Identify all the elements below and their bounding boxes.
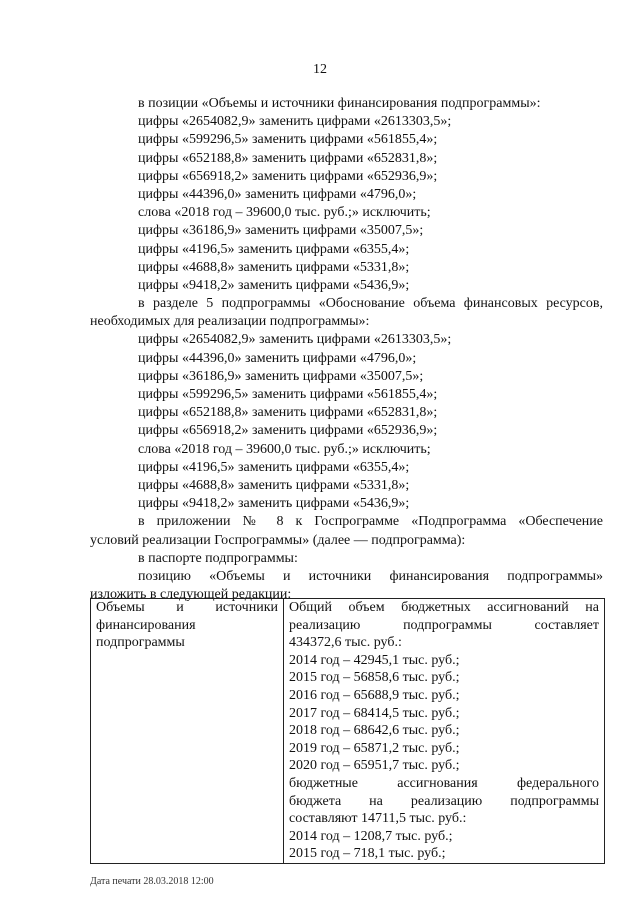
text-line: в паспорте подпрограммы: xyxy=(138,550,298,566)
text-line: цифры «36186,9» заменить цифрами «35007,5»; xyxy=(138,223,424,239)
table-cell-line: Объемы и источники xyxy=(96,600,278,615)
text-line: позицию «Объемы и источники финансирования подпрограммы» xyxy=(138,568,603,584)
text-line: цифры «44396,0» заменить цифрами «4796,0»; xyxy=(138,350,417,366)
table-cell-line: составляют 14711,5 тыс. руб.: xyxy=(289,811,467,827)
table-cell-line: 2017 год – 68414,5 тыс. руб.; xyxy=(289,705,460,721)
funding-table xyxy=(90,598,605,864)
table-cell-line: 2015 год – 718,1 тыс. руб.; xyxy=(289,846,446,862)
text-line: цифры «652188,8» заменить цифрами «652831,8»; xyxy=(138,405,438,421)
text-line: цифры «4196,5» заменить цифрами «6355,4»; xyxy=(138,241,410,257)
table-cell-line: 2016 год – 65688,9 тыс. руб.; xyxy=(289,687,460,703)
table-cell-line: реализацию подпрограммы составляет xyxy=(289,617,599,633)
page-number: 12 xyxy=(313,62,327,77)
text-line: необходимых для реализации подпрограммы»: xyxy=(90,314,370,330)
text-line: цифры «9418,2» заменить цифрами «5436,9»; xyxy=(138,496,410,512)
text-line: цифры «652188,8» заменить цифрами «652831,8»; xyxy=(138,150,438,166)
text-line: в позиции «Объемы и источники финансирования подпрограммы»: xyxy=(138,96,541,111)
text-line: цифры «4196,5» заменить цифрами «6355,4»; xyxy=(138,459,410,475)
table-cell-line: 2019 год – 65871,2 тыс. руб.; xyxy=(289,740,460,756)
table-cell-line: 2015 год – 56858,6 тыс. руб.; xyxy=(289,670,460,686)
text-line: цифры «9418,2» заменить цифрами «5436,9»; xyxy=(138,277,410,293)
text-line: цифры «44396,0» заменить цифрами «4796,0»; xyxy=(138,186,417,202)
text-line: условий реализации Госпрограммы» (далее — подпрограмма): xyxy=(90,532,466,548)
print-date: Дата печати 28.03.2018 12:00 xyxy=(90,876,214,887)
text-line: цифры «4688,8» заменить цифрами «5331,8»; xyxy=(138,477,410,493)
table-cell-line: финансирования xyxy=(96,617,196,633)
text-line: цифры «2654082,9» заменить цифрами «2613303,5»; xyxy=(138,114,452,130)
table-cell-line: Общий объем бюджетных ассигнований на xyxy=(289,600,599,615)
text-line: цифры «4688,8» заменить цифрами «5331,8»; xyxy=(138,259,410,275)
table-cell-line: 2014 год – 1208,7 тыс. руб.; xyxy=(289,828,453,844)
table-cell-line: бюджетные ассигнования федерального xyxy=(289,775,599,791)
text-line: цифры «656918,2» заменить цифрами «652936,9»; xyxy=(138,168,438,184)
table-cell-label xyxy=(91,599,284,864)
table-cell-line: 2020 год – 65951,7 тыс. руб.; xyxy=(289,758,460,774)
text-line: в приложении № 8 к Госпрограмме «Подпрограмма «Обеспечение xyxy=(138,514,603,530)
text-line: слова «2018 год – 39600,0 тыс. руб.;» исключить; xyxy=(138,441,431,457)
table-cell-line: 2018 год – 68642,6 тыс. руб.; xyxy=(289,723,460,739)
text-line: в разделе 5 подпрограммы «Обоснование объема финансовых ресурсов, xyxy=(138,296,603,312)
table-cell-line: подпрограммы xyxy=(96,635,185,651)
table-cell-line: 434372,6 тыс. руб.: xyxy=(289,635,402,651)
text-line: цифры «599296,5» заменить цифрами «561855,4»; xyxy=(138,132,438,148)
document-body xyxy=(90,95,603,604)
text-line: цифры «36186,9» заменить цифрами «35007,5»; xyxy=(138,368,424,384)
table-cell-value xyxy=(284,599,605,864)
text-line: цифры «599296,5» заменить цифрами «561855,4»; xyxy=(138,387,438,402)
text-line: цифры «656918,2» заменить цифрами «652936,9»; xyxy=(138,423,438,439)
table-row xyxy=(91,599,605,864)
text-line: изложить в следующей редакции: xyxy=(90,587,292,603)
text-line: слова «2018 год – 39600,0 тыс. руб.;» исключить; xyxy=(138,205,431,221)
table-cell-line: 2014 год – 42945,1 тыс. руб.; xyxy=(289,652,460,668)
text-line: цифры «2654082,9» заменить цифрами «2613303,5»; xyxy=(138,332,452,348)
table-cell-line: бюджета на реализацию подпрограммы xyxy=(289,793,599,809)
